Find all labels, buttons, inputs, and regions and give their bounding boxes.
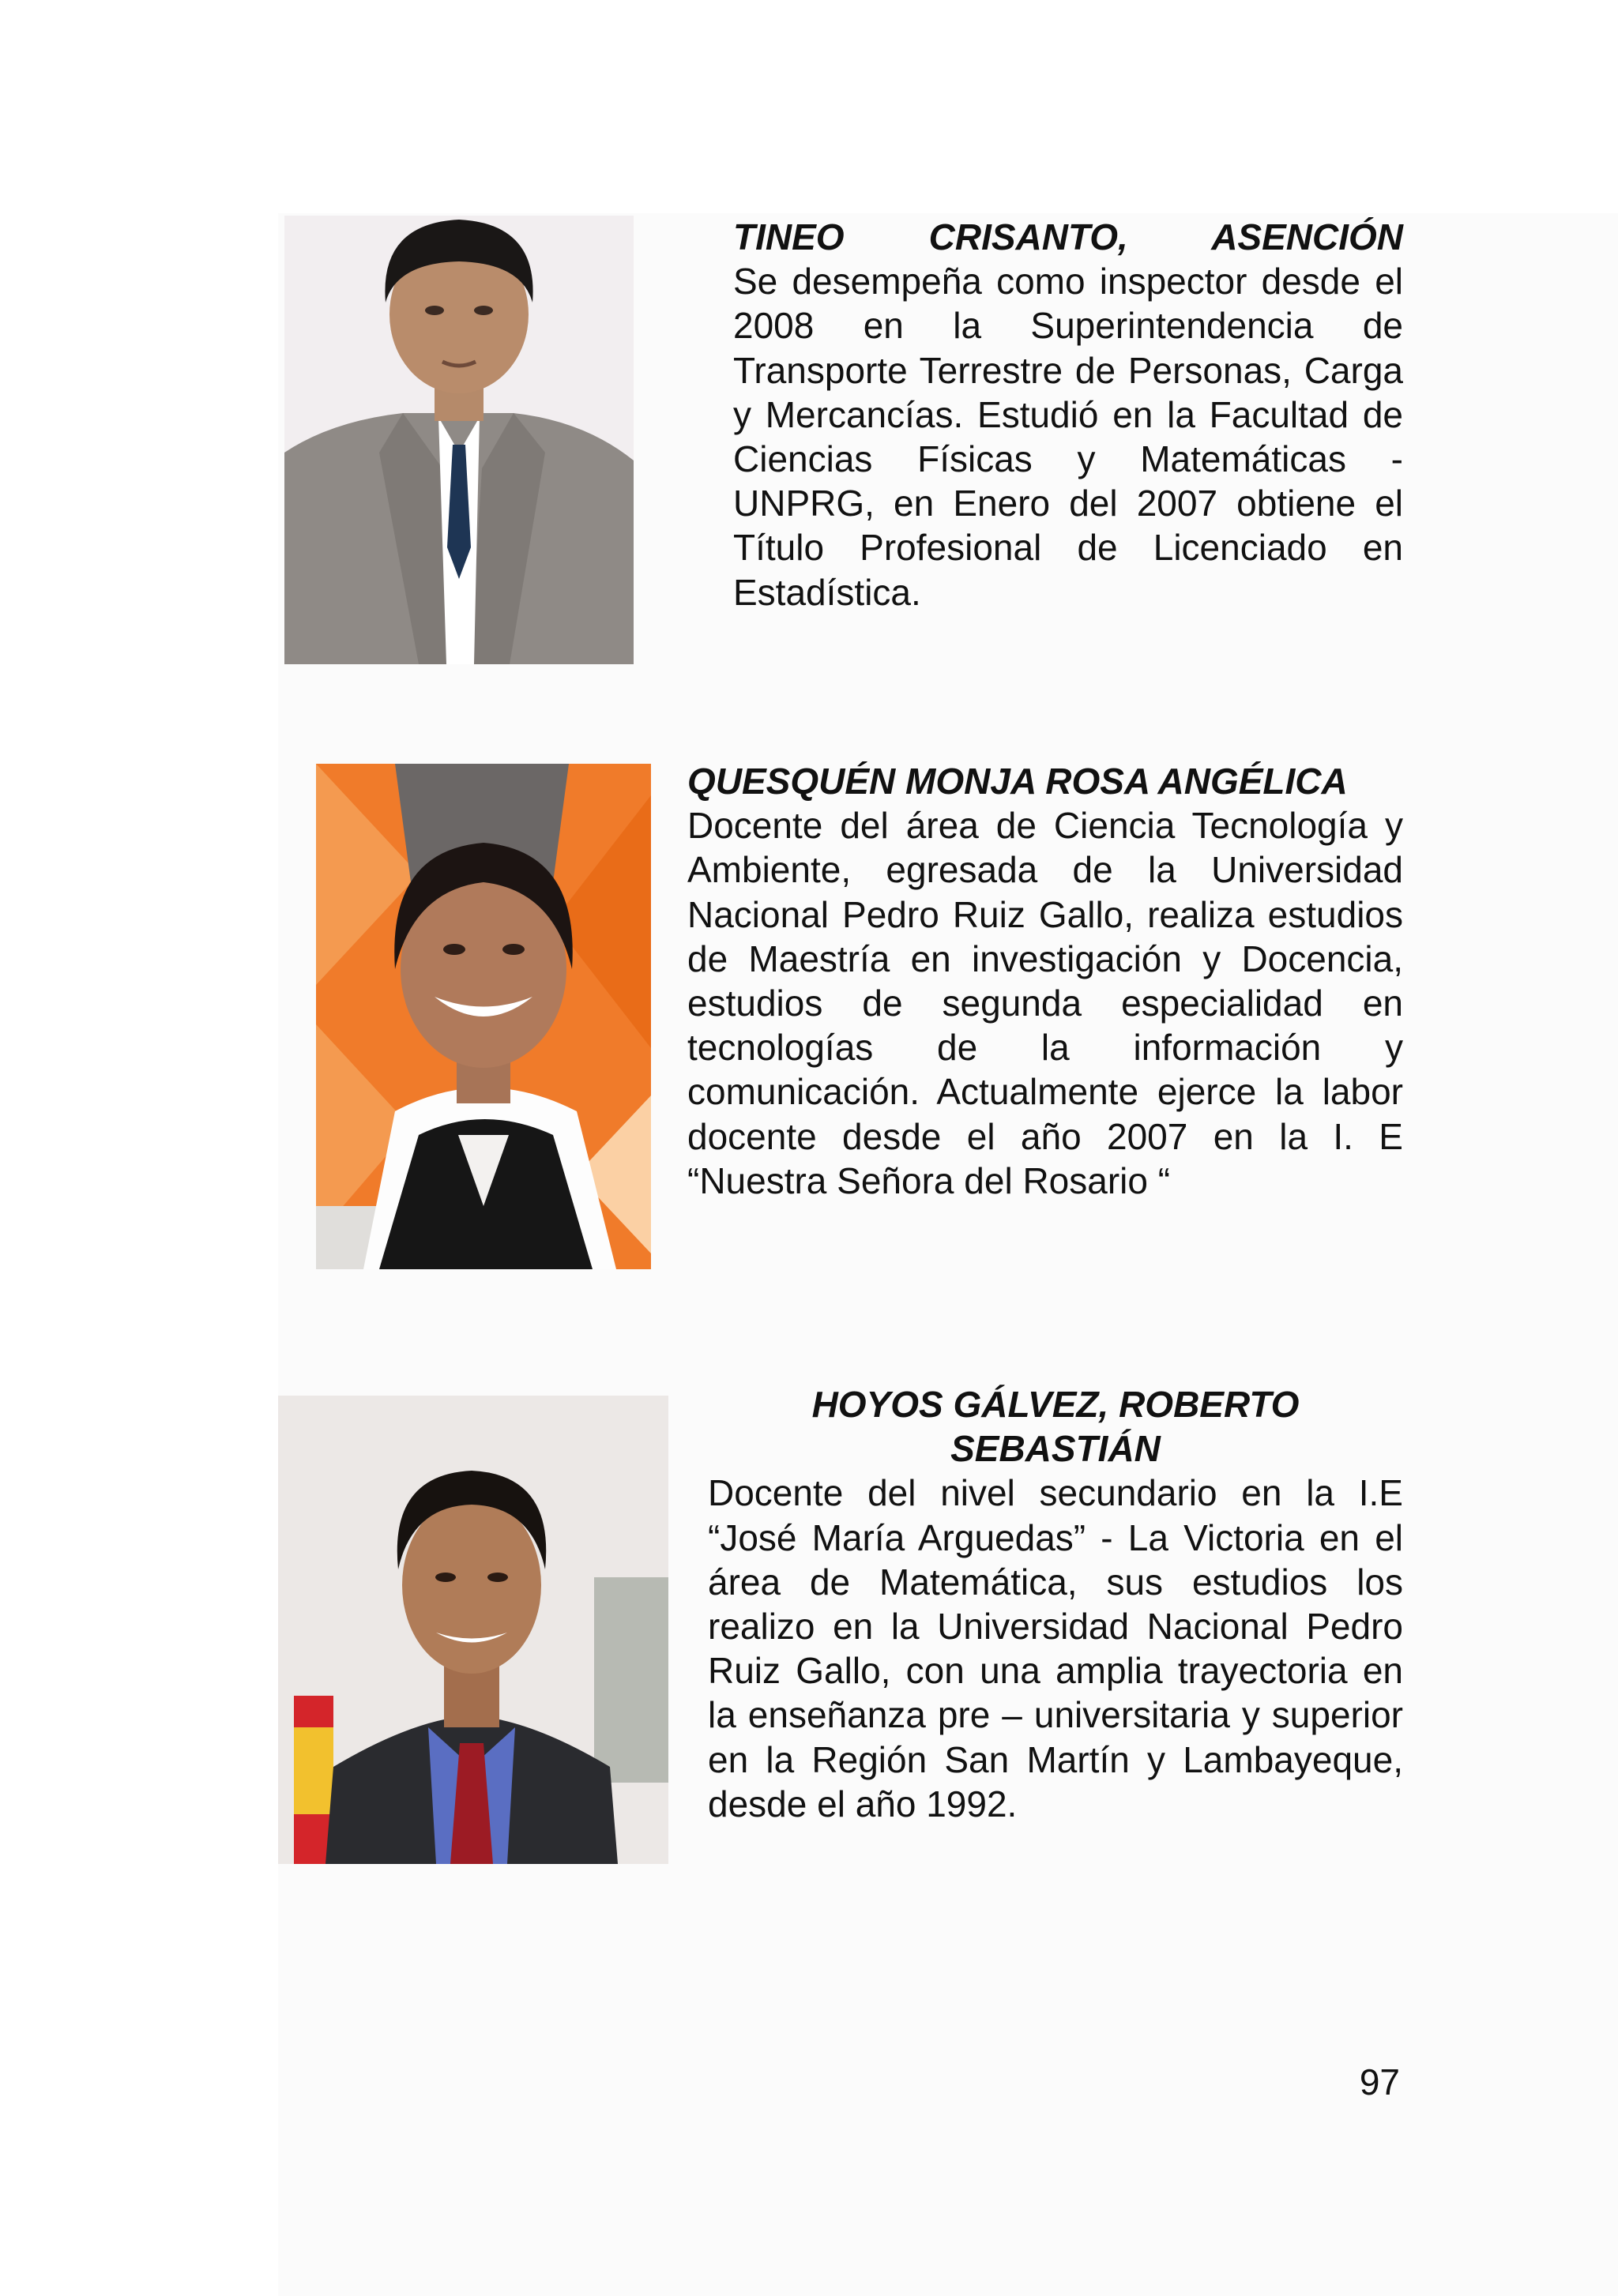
portrait-photo-tineo [284, 216, 634, 664]
portrait-photo-quesquen [316, 764, 651, 1269]
profile-bio: Docente del nivel secundario en la I.E “José María Arguedas” - La Victoria en el área de Matemática, sus estudios los realizo en la Universidad Nacional Pedro Ruiz Gallo, con una amplia trayectoria en la enseñanza pre – universitaria y superior en la Región San Martín y Lambayeque, desde el año 1992. [708, 1472, 1403, 1824]
profile-name: HOYOS GÁLVEZ, ROBERTO SEBASTIÁN [811, 1384, 1300, 1470]
profile-bio: Docente del área de Ciencia Tecnología y Ambiente, egresada de la Universidad Nacional Pedro Ruiz Gallo, realiza estudios de Maestría en investigación y Docencia, estudios de segunda especialidad en tecnologías de la información y comunicación. Actualmente ejerce la labor docente desde el año 2007 en la I. E “Nuestra Señora del Rosario “ [687, 805, 1403, 1201]
page-number: 97 [1359, 2061, 1400, 2102]
profile-block-hoyos [708, 1382, 1403, 1826]
portrait-photo-hoyos [278, 1396, 668, 1864]
profile-block-quesquen [687, 759, 1403, 1203]
profile-name: TINEO CRISANTO, ASENCIÓN [733, 216, 1403, 257]
profile-block-tineo [733, 215, 1403, 614]
profile-bio: Se desempeña como inspector desde el 2008 en la Superintendencia de Transporte Terrestre de Personas, Carga y Mercancías. Estudió en la Facultad de Ciencias Físicas y Matemáticas - UNPRG, en Enero del 2007 obtiene el Título Profesional de Licenciado en Estadística. [733, 261, 1403, 613]
profile-name: QUESQUÉN MONJA ROSA ANGÉLICA [687, 761, 1348, 802]
